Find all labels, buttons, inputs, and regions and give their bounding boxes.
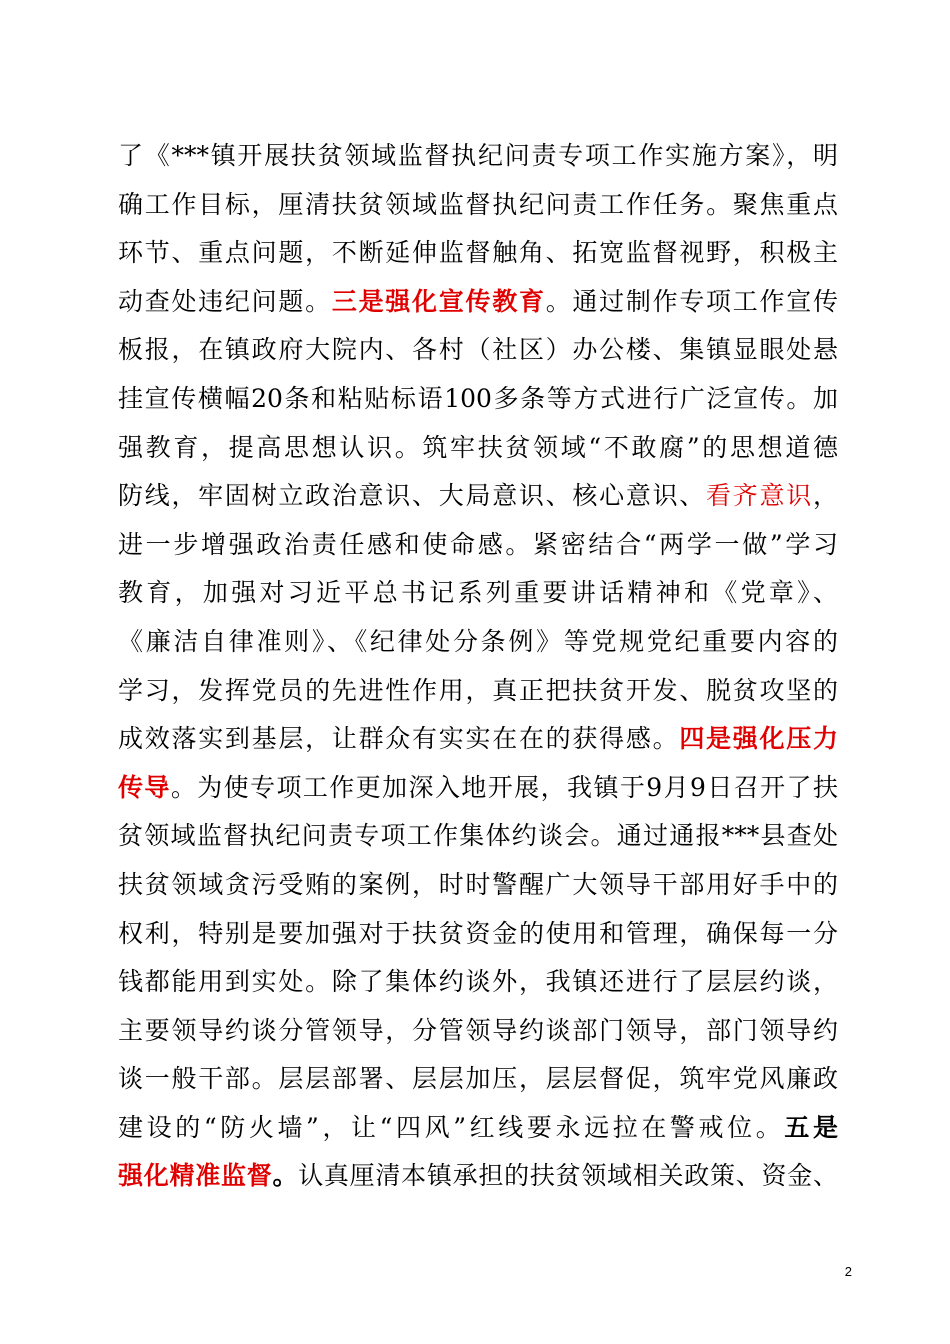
text-line <box>118 569 838 618</box>
highlighted-text-segment: 五是 <box>784 1112 838 1142</box>
text-segment: 贫领域监督执纪问责专项工作集体约谈会。通过通报***县查处 <box>118 821 838 851</box>
text-line <box>118 910 838 959</box>
highlighted-text-segment: 传导 <box>118 772 171 802</box>
text-segment: 。通过制作专项工作宣传 <box>545 286 838 316</box>
text-line <box>118 132 838 181</box>
text-segment: 扶贫领域贪污受贿的案例，时时警醒广大领导干部用好手中的 <box>118 869 838 899</box>
text-line <box>118 1152 838 1201</box>
text-line <box>118 667 838 716</box>
text-segment: 学习，发挥党员的先进性作用，真正把扶贫开发、脱贫攻坚的 <box>118 675 838 705</box>
page-number: 2 <box>844 1264 852 1279</box>
text-segment: 权利，特别是要加强对于扶贫资金的使用和管理，确保每一分 <box>118 918 838 948</box>
text-line <box>118 764 838 813</box>
text-segment: 挂宣传横幅20条和粘贴标语100多条等方式进行广泛宣传。加 <box>118 383 838 413</box>
text-segment: 钱都能用到实处。除了集体约谈外，我镇还进行了层层约谈， <box>118 967 838 997</box>
text-line <box>118 715 838 764</box>
text-line <box>118 812 838 861</box>
text-line <box>118 618 838 667</box>
text-line <box>118 1055 838 1104</box>
text-line <box>118 424 838 473</box>
highlighted-text-segment: 强化精准监督 <box>118 1161 273 1191</box>
text-segment: ， <box>812 481 838 511</box>
text-segment: 强教育，提高思想认识。筑牢扶贫领域“不敢腐”的思想道德 <box>118 432 838 462</box>
body-text <box>118 132 838 1201</box>
text-segment: 确工作目标，厘清扶贫领域监督执纪问责工作任务。聚焦重点 <box>118 189 838 219</box>
text-line <box>118 326 838 375</box>
highlighted-text-segment: 四是强化压力 <box>679 724 838 754</box>
text-line <box>118 1104 838 1153</box>
text-segment: 环节、重点问题，不断延伸监督触角、拓宽监督视野，积极主 <box>118 238 838 268</box>
text-segment: 《廉洁自律准则》、《纪律处分条例》等党规党纪重要内容的 <box>118 626 838 656</box>
text-segment: 主要领导约谈分管领导，分管领导约谈部门领导，部门领导约 <box>118 1015 838 1045</box>
text-segment: 防线，牢固树立政治意识、大局意识、核心意识、 <box>118 481 707 511</box>
text-segment: 进一步增强政治责任感和使命感。紧密结合“两学一做”学习 <box>118 529 838 559</box>
highlighted-text-segment: 看齐意识 <box>706 481 813 511</box>
text-line <box>118 521 838 570</box>
text-segment: 板报，在镇政府大院内、各村（社区）办公楼、集镇显眼处悬 <box>118 335 838 365</box>
text-segment: 了《***镇开展扶贫领域监督执纪问责专项工作实施方案》，明 <box>118 141 838 170</box>
text-segment: 教育，加强对习近平总书记系列重要讲话精神和《党章》、 <box>118 578 838 608</box>
text-line <box>118 181 838 230</box>
text-line <box>118 229 838 278</box>
text-segment: 认真厘清本镇承担的扶贫领域相关政策、资金、 <box>298 1161 838 1191</box>
text-line <box>118 375 838 424</box>
text-line <box>118 278 838 327</box>
highlighted-text-segment: 。 <box>272 1161 299 1191</box>
text-segment: 动查处违纪问题。 <box>118 286 332 316</box>
text-line <box>118 861 838 910</box>
text-line <box>118 1007 838 1056</box>
text-line <box>118 472 838 521</box>
text-segment: 成效落实到基层，让群众有实实在在的获得感。 <box>118 724 680 754</box>
highlighted-text-segment: 三是强化宣传教育 <box>331 286 546 316</box>
text-segment: 建设的“防火墙”，让“四风”红线要永远拉在警戒位。 <box>118 1112 785 1142</box>
text-line <box>118 958 838 1007</box>
text-segment: 谈一般干部。层层部署、层层加压，层层督促，筑牢党风廉政 <box>118 1064 838 1094</box>
text-segment: 。为使专项工作更加深入地开展，我镇于9月9日召开了扶 <box>170 772 838 802</box>
